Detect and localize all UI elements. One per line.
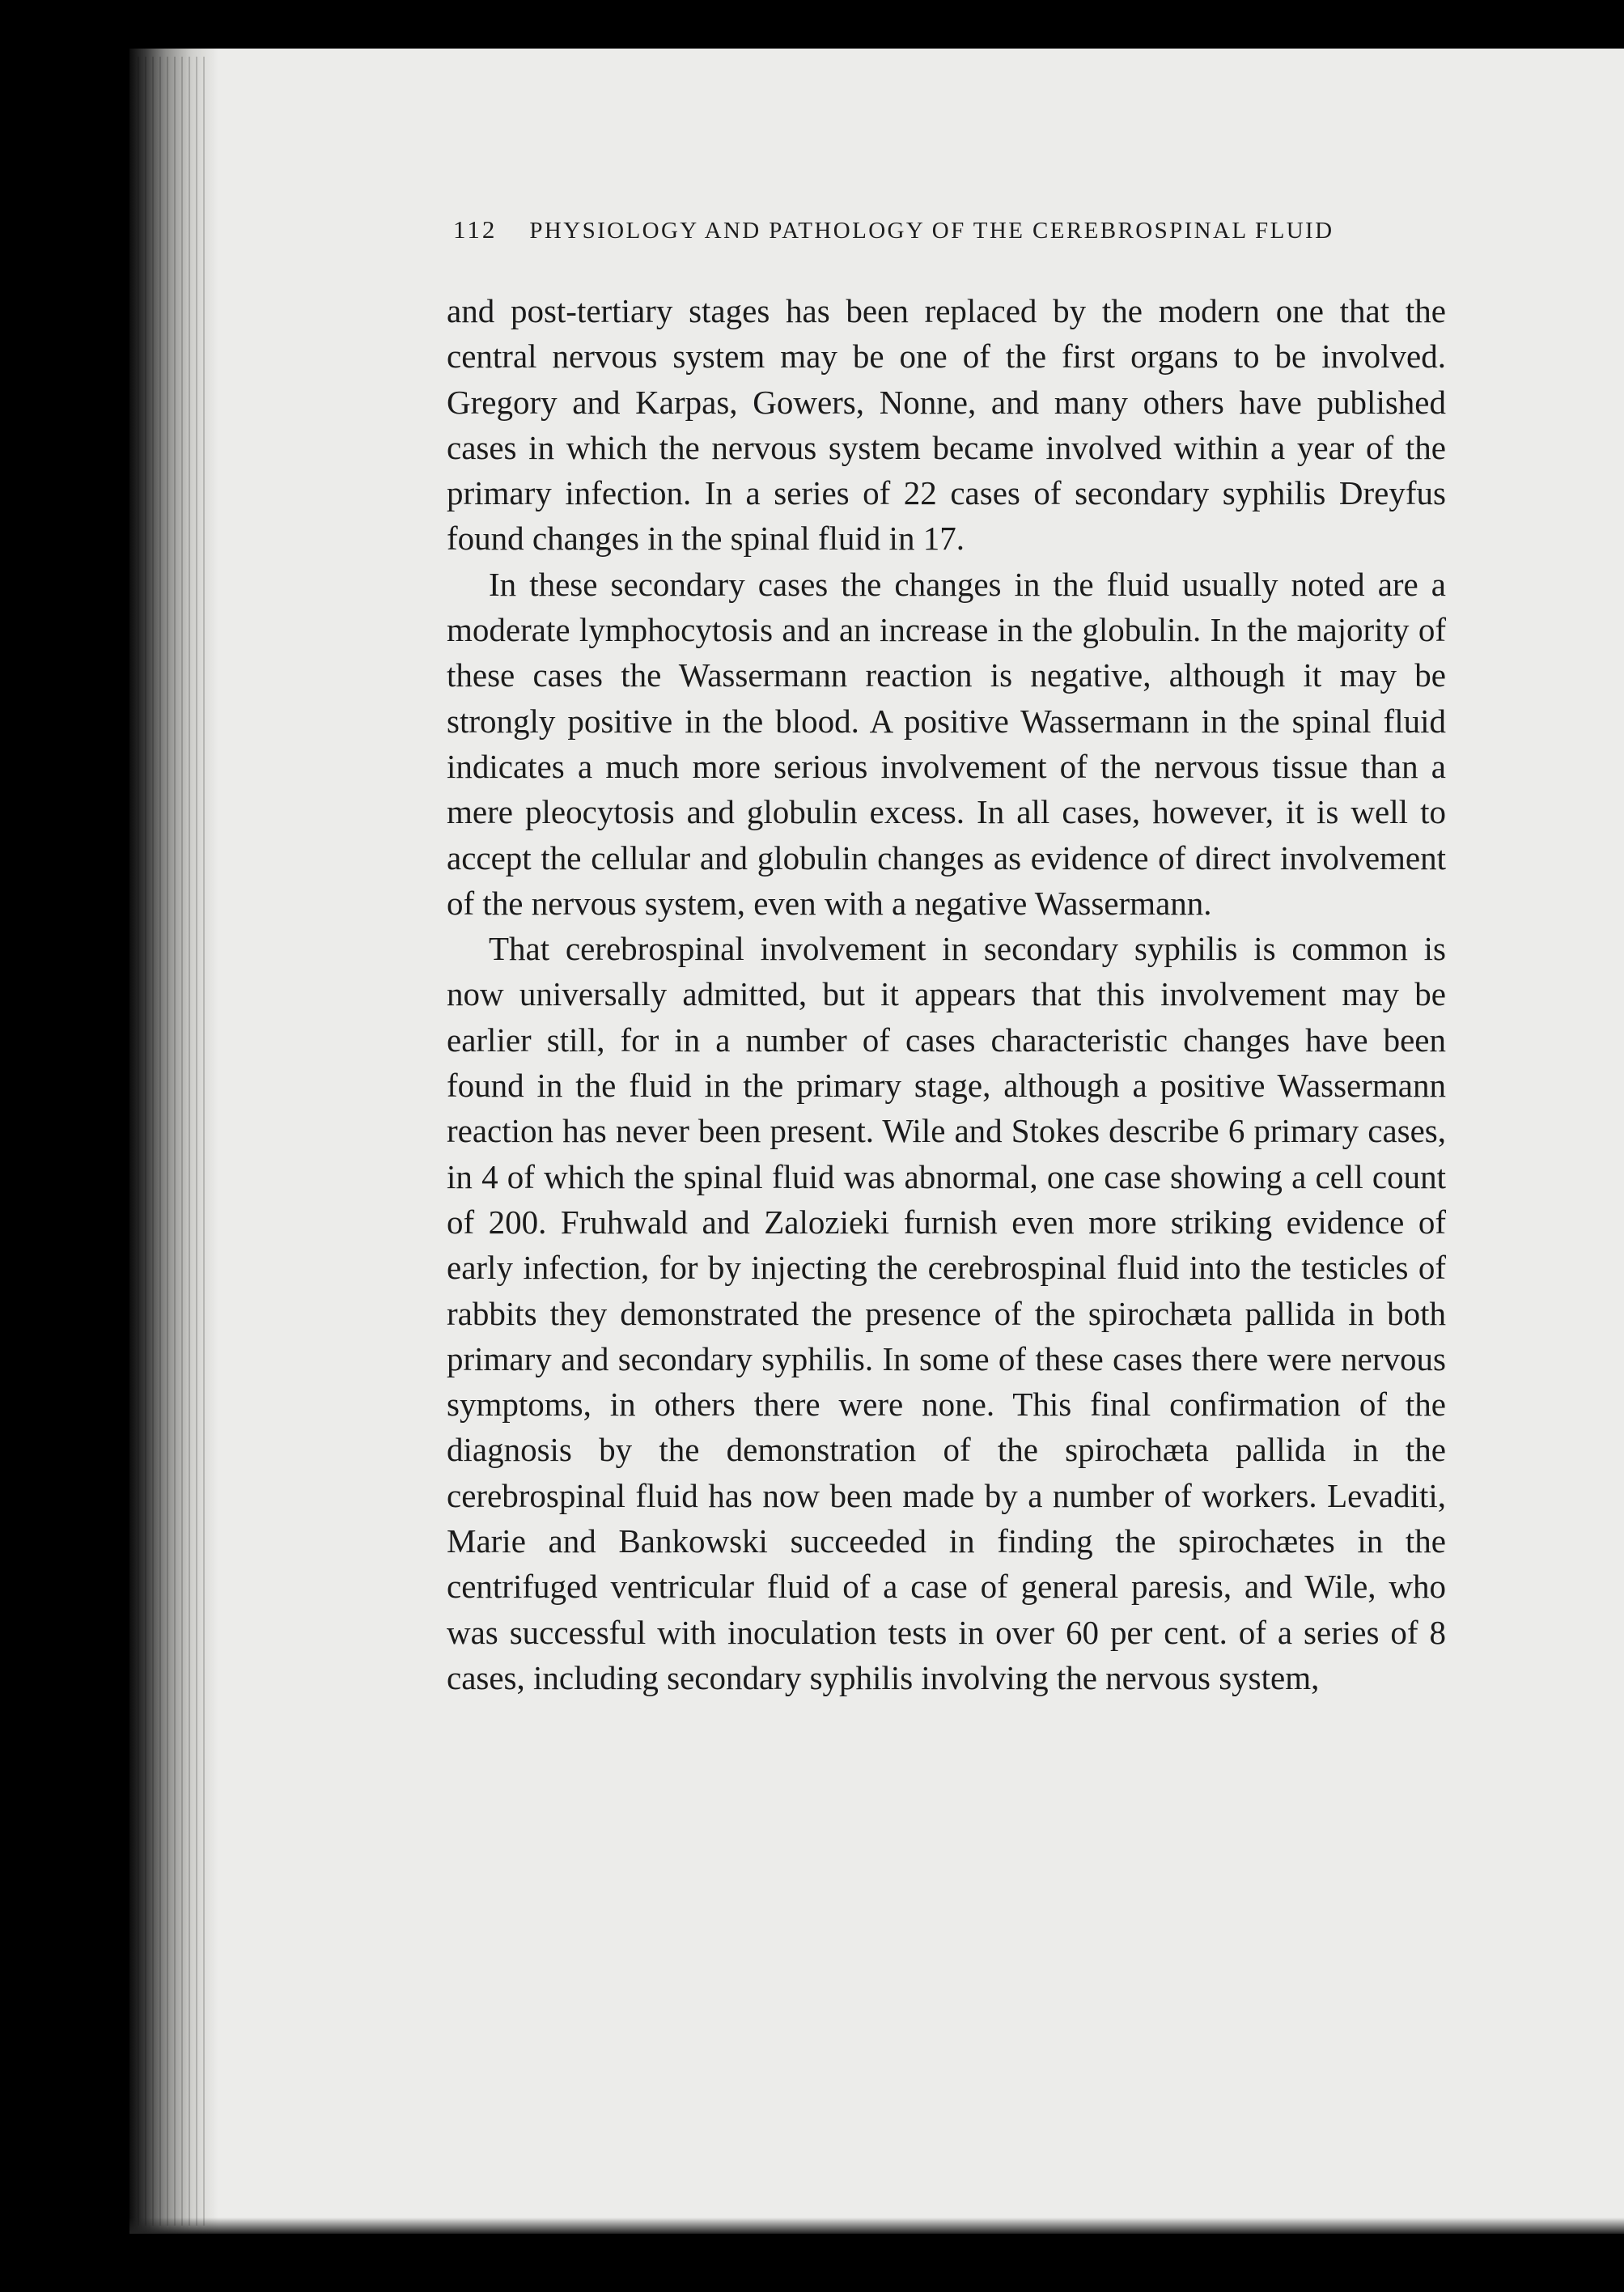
body-text (447, 288, 1446, 1700)
page-bottom-edge (129, 2218, 1624, 2234)
paragraph-continued: and post-tertiary stages has been replaced by the modern one that the central nervous system may be one of the first organs to be involved. Gregory and Karpas, Gowers, Nonne, and many others have published cases in which the nervous system became involved within a year of the primary infection. In a series of 22 cases of secondary syphilis Dreyfus found changes in the spinal fluid in 17. (447, 292, 1446, 558)
binding-edge (138, 57, 210, 2226)
paragraph-secondary-cases: In these secondary cases the changes in the fluid usually noted are a moderate lymphocytosis and an increase in the globulin. In the majority of these cases the Wassermann reaction is negative, although it may be strongly positive in the blood. A positive Wassermann in the spinal fluid indicates a much more serious involvement of the nervous tissue than a mere pleocytosis and globulin excess. In all cases, however, it is well to accept the cellular and globulin changes as evidence of direct involvement of the nervous system, even with a negative Wassermann. (447, 565, 1446, 922)
page-number: 112 (453, 215, 498, 244)
paragraph-cerebrospinal-involvement: That cerebrospinal involvement in secondary syphilis is common is now universally admitted, but it appears that this involvement may be earlier still, for in a number of cases characteristic changes have been found in the fluid in the primary stage, although a positive Wassermann reaction has never been present. Wile and Stokes describe 6 primary cases, in 4 of which the spinal fluid was abnormal, one case showing a cell count of 200. Fruhwald and Zalozieki furnish even more striking evidence of early infection, for by injecting the cerebrospinal fluid into the testicles of rabbits they demonstrated the presence of the spirochæta pallida in both primary and secondary syphilis. In some of these cases there were nervous symptoms, in others there were none. This final confirmation of the diagnosis by the demonstration of the spirochæta pallida in the cerebrospinal fluid has now been made by a number of workers. Levaditi, Marie and Bankowski succeeded in finding the spirochætes in the centrifuged ventricular fluid of a case of general paresis, and Wile, who was successful with inoculation tests in over 60 per cent. of a series of 8 cases, including secondary syphilis involving the nervous system, (447, 930, 1446, 1696)
running-header (453, 215, 1448, 251)
running-title: PHYSIOLOGY AND PATHOLOGY OF THE CEREBROSPINAL FLUID (529, 218, 1334, 244)
